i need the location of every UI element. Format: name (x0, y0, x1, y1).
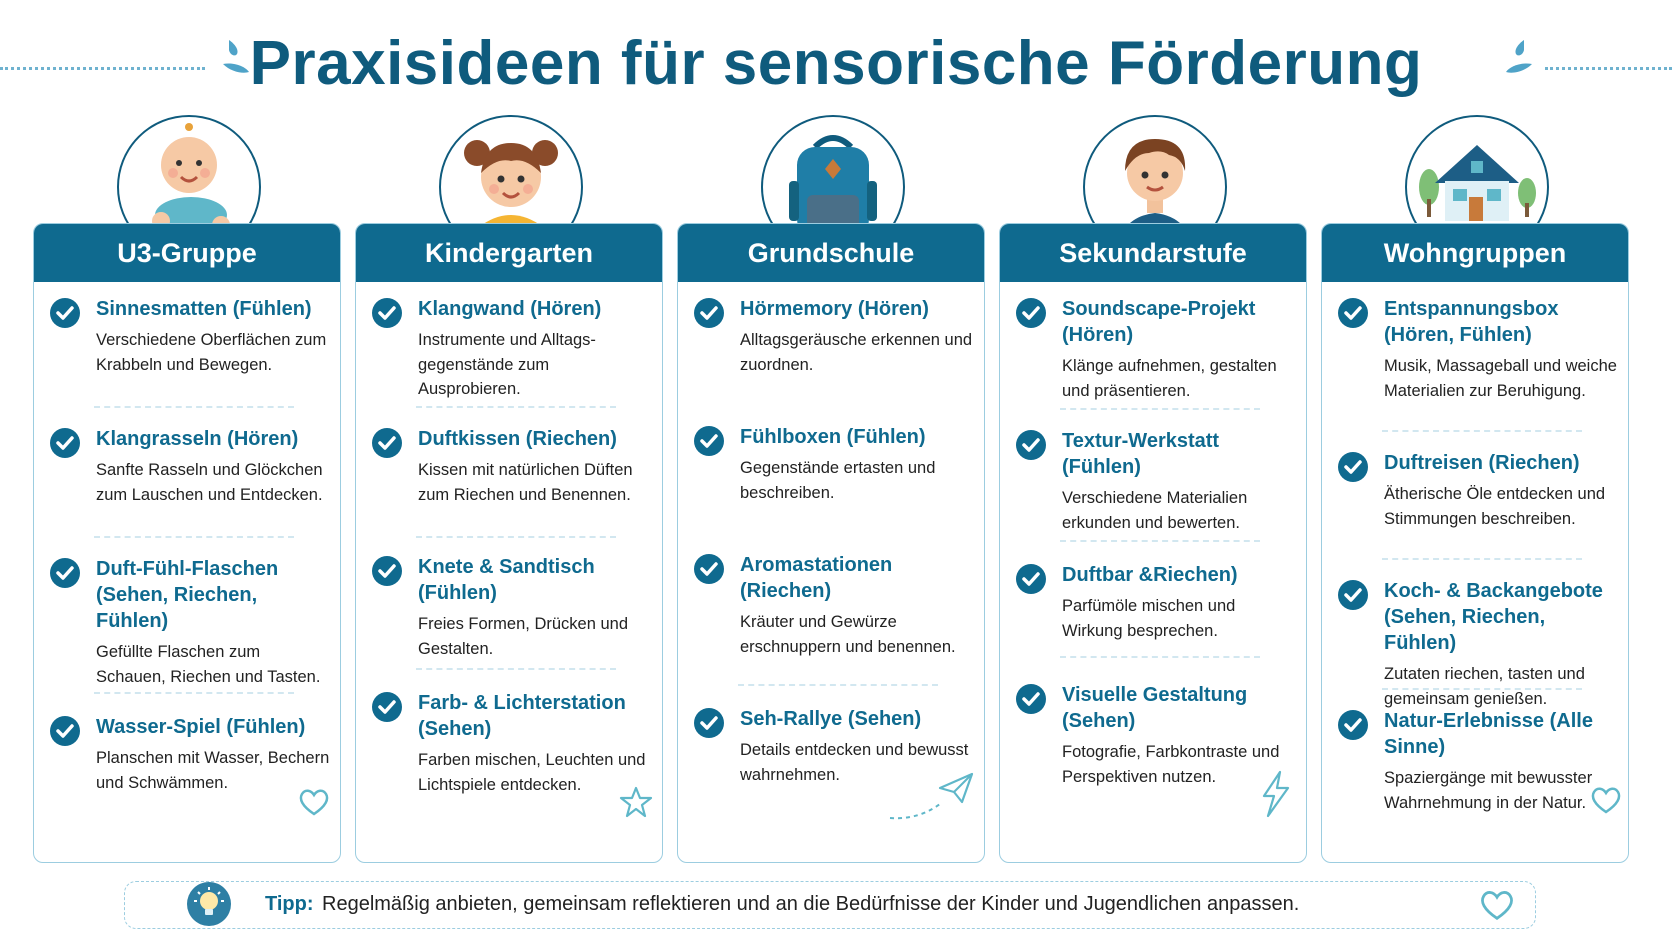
list-item (694, 706, 974, 787)
check-icon (372, 298, 402, 328)
entry-desc: Klänge aufnehmen, gestalten und präsentieren. (1062, 357, 1277, 400)
column-wohngruppen (1321, 115, 1631, 865)
list-item (50, 296, 330, 377)
list-item (372, 426, 652, 507)
list-item (372, 554, 652, 661)
entry-title: Textur-Werkstatt (Fühlen) (1062, 430, 1220, 478)
list-item (694, 552, 974, 659)
column-grundschule (677, 115, 987, 865)
title-row (0, 20, 1672, 110)
entry-desc: Spaziergänge mit bewusster Wahrnehmung in der Natur. (1384, 769, 1593, 812)
entry-title: Knete & Sandtisch (Fühlen) (418, 556, 595, 604)
entry-title: Klangwand (Hören) (418, 298, 602, 320)
entry-desc: Instrumente und Alltags-gegenstände zum Ausprobieren. (418, 331, 596, 398)
check-icon (50, 428, 80, 458)
list-item (1016, 682, 1296, 789)
entry-desc: Planschen mit Wasser, Bechern und Schwämmen. (96, 749, 330, 792)
entry-title: Duftkissen (Riechen) (418, 428, 617, 450)
entry-title: Entspannungsbox (Hören, Fühlen) (1384, 298, 1559, 346)
separator (416, 536, 616, 538)
entry-desc: Fotografie, Farbkontraste und Perspektiven nutzen. (1062, 743, 1280, 786)
entry-desc: Gegenstände ertasten und beschreiben. (740, 459, 936, 502)
check-icon (50, 298, 80, 328)
list-item (50, 556, 330, 689)
heart-icon (1588, 782, 1624, 818)
entry-title: Wasser-Spiel (Fühlen) (96, 716, 306, 738)
check-icon (372, 556, 402, 586)
entry-desc: Kräuter und Gewürze erschnuppern und benennen. (740, 613, 956, 656)
list-item (1338, 450, 1618, 531)
lightning-icon (1256, 770, 1294, 818)
card-header: U3-Gruppe (34, 224, 340, 282)
entry-title: Visuelle Gestaltung (Sehen) (1062, 684, 1248, 732)
entry-title: Aromastationen (Riechen) (740, 554, 893, 602)
check-icon (1338, 452, 1368, 482)
card-header: Sekundarstufe (1000, 224, 1306, 282)
entry-title: Duftbar &Riechen) (1062, 564, 1238, 586)
column-sekundarstufe (999, 115, 1309, 865)
card-header: Wohngruppen (1322, 224, 1628, 282)
list-item (1016, 296, 1296, 403)
check-icon (372, 692, 402, 722)
list-item (1016, 562, 1296, 643)
separator (1382, 688, 1582, 690)
check-icon (372, 428, 402, 458)
tip-text: Regelmäßig anbieten, gemeinsam reflektieren und an die Bedürfnisse der Kinder und Jugendlichen anpassen. (322, 893, 1300, 915)
separator (94, 536, 294, 538)
card (677, 223, 985, 863)
separator (94, 406, 294, 408)
separator (416, 668, 616, 670)
tip-bar (124, 881, 1536, 929)
separator (1060, 408, 1260, 410)
entry-title: Fühlboxen (Fühlen) (740, 426, 926, 448)
entry-title: Hörmemory (Hören) (740, 298, 929, 320)
list-item (1338, 708, 1618, 815)
check-icon (694, 426, 724, 456)
separator (1382, 558, 1582, 560)
entry-title: Klangrasseln (Hören) (96, 428, 299, 450)
entry-desc: Ätherische Öle entdecken und Stimmungen beschreiben. (1384, 485, 1606, 528)
entry-desc: Kissen mit natürlichen Düften zum Riechen und Benennen. (418, 461, 633, 504)
star-icon (618, 784, 654, 820)
list-item (50, 714, 330, 795)
check-icon (694, 298, 724, 328)
heart-icon (296, 784, 332, 820)
entry-title: Koch- & Backangebote (Sehen, Riechen, Fühlen) (1384, 580, 1603, 654)
entry-desc: Details entdecken und bewusst wahrnehmen. (740, 741, 969, 784)
check-icon (1016, 298, 1046, 328)
check-icon (1338, 710, 1368, 740)
card-header: Kindergarten (356, 224, 662, 282)
entry-desc: Sanfte Rasseln und Glöckchen zum Lauschen und Entdecken. (96, 461, 323, 504)
check-icon (1338, 580, 1368, 610)
separator (94, 692, 294, 694)
column-u3-gruppe (33, 115, 343, 865)
check-icon (50, 716, 80, 746)
lightbulb-icon (187, 882, 231, 926)
entry-desc: Verschiedene Materialien erkunden und bewerten. (1062, 489, 1248, 532)
entry-title: Duft-Fühl-Flaschen (Sehen, Riechen, Fühlen) (96, 558, 279, 632)
tip-label: Tipp: (265, 893, 314, 915)
list-item (1338, 296, 1618, 403)
heart-icon (1477, 885, 1517, 925)
separator (1060, 540, 1260, 542)
entry-desc: Farben mischen, Leuchten und Lichtspiele entdecken. (418, 751, 646, 794)
entry-desc: Verschiedene Oberflächen zum Krabbeln und Bewegen. (96, 331, 327, 374)
check-icon (1338, 298, 1368, 328)
check-icon (694, 554, 724, 584)
card (355, 223, 663, 863)
check-icon (1016, 684, 1046, 714)
entry-desc: Gefüllte Flaschen zum Schauen, Riechen und Tasten. (96, 643, 321, 686)
entry-desc: Zutaten riechen, tasten und gemeinsam genießen. (1384, 665, 1585, 708)
list-item (694, 424, 974, 505)
check-icon (1016, 430, 1046, 460)
check-icon (1016, 564, 1046, 594)
column-kindergarten (355, 115, 665, 865)
list-item (694, 296, 974, 377)
card (33, 223, 341, 863)
list-item (372, 296, 652, 402)
entry-desc: Parfümöle mischen und Wirkung besprechen. (1062, 597, 1236, 640)
list-item (50, 426, 330, 507)
check-icon (50, 558, 80, 588)
entry-desc: Freies Formen, Drücken und Gestalten. (418, 615, 628, 658)
list-item (1016, 428, 1296, 535)
card-header: Grundschule (678, 224, 984, 282)
entry-title: Natur-Erlebnisse (Alle Sinne) (1384, 710, 1593, 758)
separator (416, 406, 616, 408)
separator (1382, 430, 1582, 432)
entry-desc: Alltagsgeräusche erkennen und zuordnen. (740, 331, 973, 374)
entry-title: Duftreisen (Riechen) (1384, 452, 1580, 474)
water-drops-icon (1490, 34, 1540, 84)
entry-title: Soundscape-Projekt (Hören) (1062, 298, 1256, 346)
entry-title: Farb- & Lichterstation (Sehen) (418, 692, 626, 740)
check-icon (694, 708, 724, 738)
entry-desc: Musik, Massageball und weiche Materialien zur Beruhigung. (1384, 357, 1617, 400)
card (1321, 223, 1629, 863)
page-title: Praxisideen für sensorische Förderung (249, 29, 1423, 98)
list-item (372, 690, 652, 797)
entry-title: Seh-Rallye (Sehen) (740, 708, 922, 730)
entry-title: Sinnesmatten (Fühlen) (96, 298, 312, 320)
separator (738, 684, 938, 686)
dashed-trail-icon (888, 798, 948, 822)
list-item (1338, 578, 1618, 711)
separator (1060, 656, 1260, 658)
dotted-line-right (1545, 67, 1672, 70)
card (999, 223, 1307, 863)
